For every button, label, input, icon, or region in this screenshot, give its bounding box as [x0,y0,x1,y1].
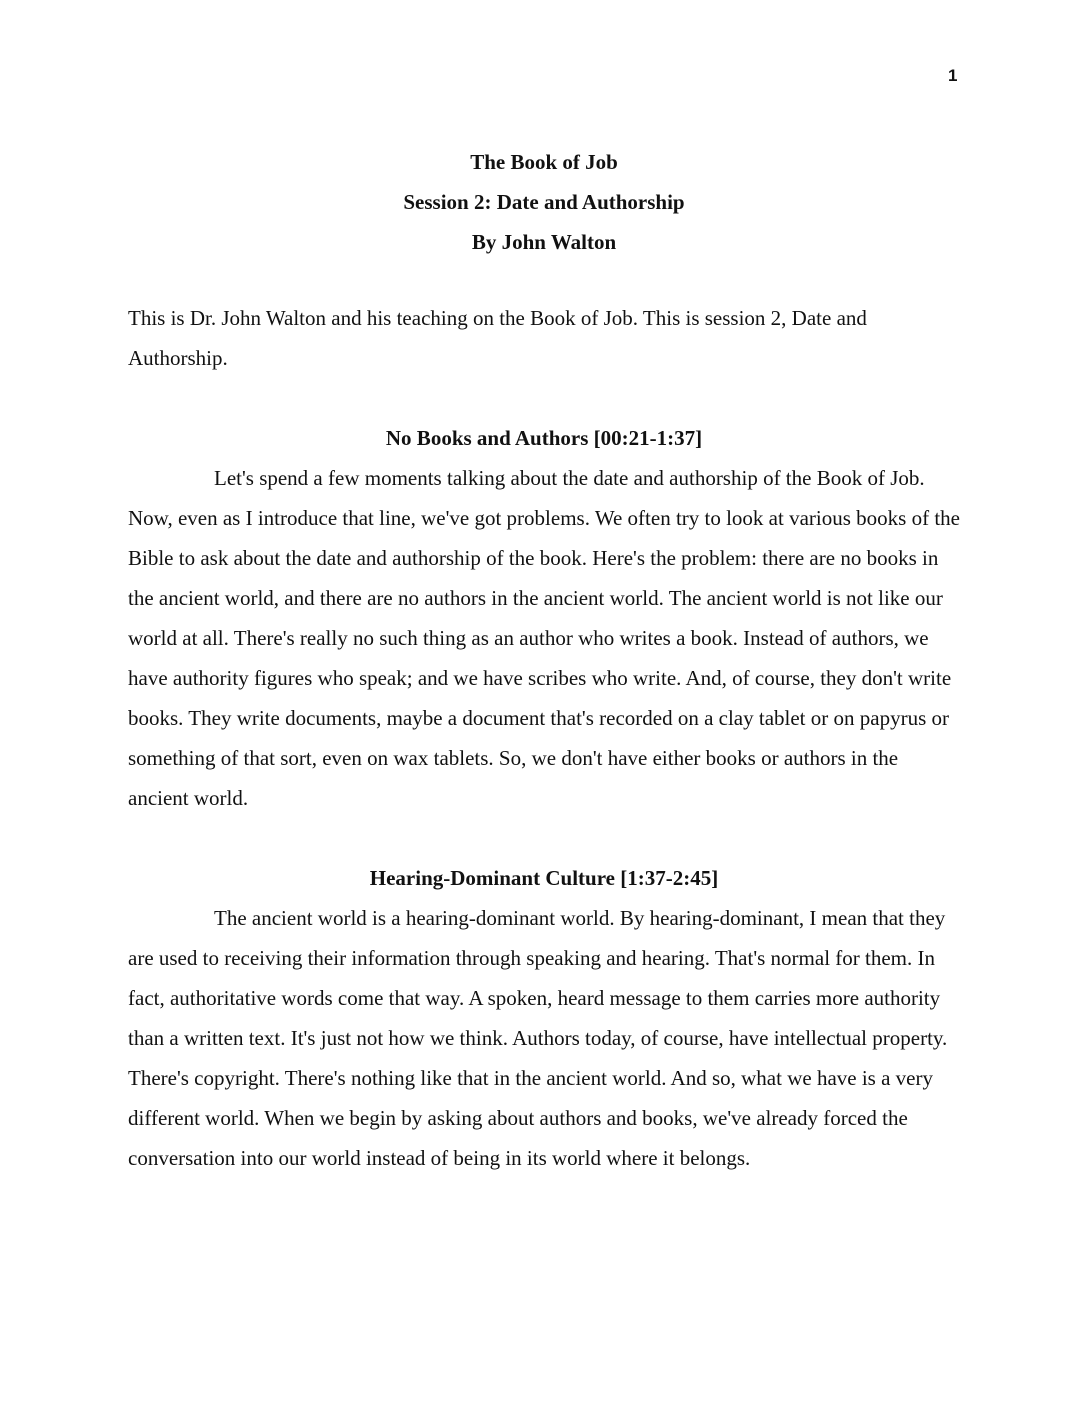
section-no-books-and-authors [128,418,960,818]
section-paragraph: The ancient world is a hearing-dominant world. By hearing-dominant, I mean that they are used to receiving their information through speaking and hearing. That's normal for them. In fact, authoritative words come that way. A spoken, heard message to them carries more authority than a written text. It's just not how we think. Authors today, of course, have intellectual property. There's copyright. There's nothing like that in the ancient world. And so, what we have is a very different world. When we begin by asking about authors and books, we've already forced the conversation into our world instead of being in its world where it belongs. [128,906,948,1170]
document-body [128,298,960,1178]
section-paragraph: Let's spend a few moments talking about the date and authorship of the Book of Job. Now, even as I introduce that line, we've got problems. We often try to look at various books of the Bible to ask about the date and authorship of the book. Here's the problem: there are no books in the ancient world, and there are no authors in the ancient world. The ancient world is not like our world at all. There's really no such thing as an author who writes a book. Instead of authors, we have authority figures who speak; and we have scribes who write. And, of course, they don't write books. They write documents, maybe a document that's recorded on a clay tablet or on papyrus or something of that sort, even on wax tablets. So, we don't have either books or authors in the ancient world. [128,466,960,810]
section-heading: No Books and Authors [00:21-1:37] [385,426,703,450]
session-title: Session 2: Date and Authorship [403,190,685,214]
section-hearing-dominant-culture [128,858,960,1178]
document-title-block [0,142,1088,262]
document-title: The Book of Job [470,150,618,174]
page-number: 1 [948,66,958,85]
section-heading: Hearing-Dominant Culture [1:37-2:45] [369,866,719,890]
intro-paragraph: This is Dr. John Walton and his teaching on the Book of Job. This is session 2, Date and Authorship. [128,306,867,370]
author-byline: By John Walton [471,230,617,254]
